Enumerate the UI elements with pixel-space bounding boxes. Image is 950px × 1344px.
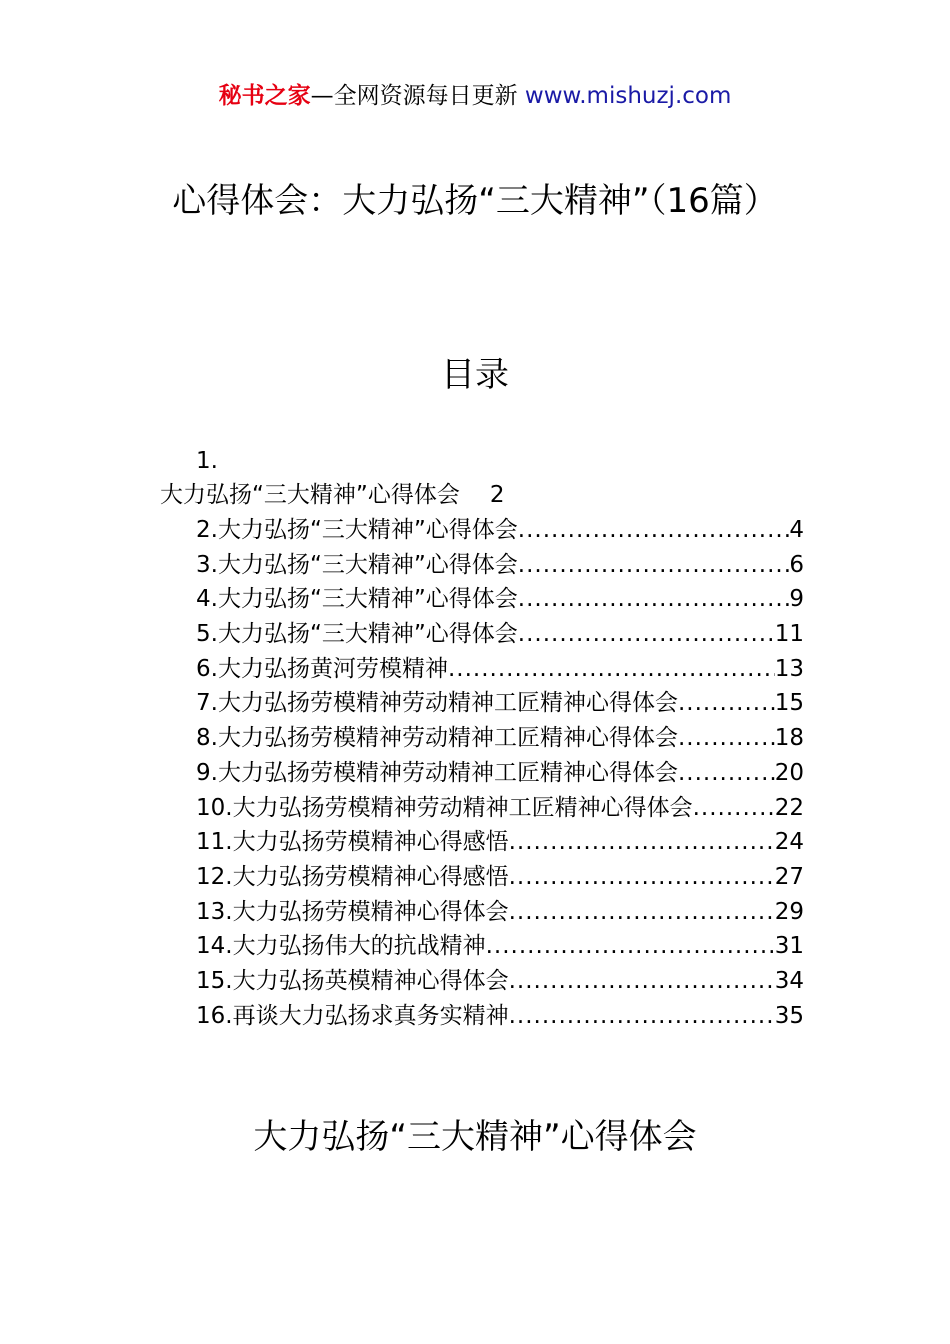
toc-entry-1[interactable]	[160, 480, 504, 510]
toc-entry-label: 9.大力弘扬劳模精神劳动精神工匠精神心得体会	[196, 759, 678, 786]
toc-entry-label: 14.大力弘扬伟大的抗战精神	[196, 933, 486, 960]
toc-entry-page: 18	[774, 725, 804, 752]
toc-entry-label: 15.大力弘扬英模精神心得体会	[196, 967, 509, 994]
toc-dot-leader	[678, 721, 775, 756]
toc-dot-leader	[509, 860, 775, 895]
toc-entry-page: 9	[789, 586, 804, 613]
toc-entry-label: 3.大力弘扬“三大精神”心得体会	[196, 551, 518, 578]
toc-entry-page: 11	[774, 621, 804, 648]
toc-entry-page: 29	[774, 898, 804, 925]
toc-entry-page: 35	[774, 1002, 804, 1029]
toc-entry-2[interactable]	[196, 513, 804, 548]
toc-dot-leader	[518, 617, 775, 652]
toc-entry-page: 2	[489, 482, 505, 508]
toc-dot-leader	[693, 791, 775, 826]
toc-entry-label: 6.大力弘扬黄河劳模精神	[196, 655, 448, 682]
toc-entry-label: 13.大力弘扬劳模精神心得体会	[196, 898, 509, 925]
toc-entry-label: 5.大力弘扬“三大精神”心得体会	[196, 621, 518, 648]
toc-entry-4[interactable]	[196, 582, 804, 617]
toc-dot-leader	[509, 825, 775, 860]
toc-dot-leader	[518, 582, 790, 617]
toc-entry-page: 20	[774, 759, 804, 786]
toc-entry-3[interactable]	[196, 548, 804, 583]
toc-entry-14[interactable]	[196, 929, 804, 964]
toc-entry-page: 13	[774, 655, 804, 682]
toc-entry-label: 2.大力弘扬“三大精神”心得体会	[196, 517, 518, 543]
document-title: 心得体会：大力弘扬“三大精神”（16篇）	[172, 181, 778, 221]
toc-dot-leader	[448, 652, 775, 687]
toc-entry-10[interactable]	[196, 791, 804, 826]
toc-entry-12[interactable]	[196, 860, 804, 895]
toc-entry-page: 34	[774, 967, 804, 994]
toc-entry-page: 31	[774, 933, 804, 960]
toc-entry-page: 15	[774, 690, 804, 717]
toc-entry-label: 大力弘扬“三大精神”心得体会	[160, 482, 460, 508]
site-url-link[interactable]: www.mishuzj.com	[524, 83, 732, 109]
toc-entry-7[interactable]	[196, 686, 804, 721]
toc-entry-5[interactable]	[196, 617, 804, 652]
toc-dot-leader	[518, 513, 790, 548]
toc-entry-label: 11.大力弘扬劳模精神心得感悟	[196, 829, 509, 856]
site-name: 秘书之家	[218, 83, 311, 109]
toc-entry-label: 16.再谈大力弘扬求真务实精神	[196, 1002, 509, 1029]
toc-entry-page: 24	[774, 829, 804, 856]
toc-entry-11[interactable]	[196, 825, 804, 860]
table-of-contents	[196, 513, 804, 1033]
toc-entry-label: 10.大力弘扬劳模精神劳动精神工匠精神心得体会	[196, 794, 693, 821]
toc-dot-leader	[509, 999, 775, 1034]
toc-entry-16[interactable]	[196, 999, 804, 1034]
toc-entry-15[interactable]	[196, 964, 804, 999]
toc-entry-page: 6	[789, 551, 804, 578]
toc-entry-page: 27	[774, 863, 804, 890]
toc-dot-leader	[678, 756, 775, 791]
toc-dot-leader	[486, 929, 775, 964]
toc-dot-leader	[678, 686, 775, 721]
toc-entry-label: 7.大力弘扬劳模精神劳动精神工匠精神心得体会	[196, 690, 678, 717]
toc-entry-page: 4	[789, 517, 804, 543]
toc-dot-leader	[509, 895, 775, 930]
toc-entry-6[interactable]	[196, 652, 804, 687]
toc-dot-leader	[518, 548, 790, 583]
toc-entry-page: 22	[774, 794, 804, 821]
site-slogan: —全网资源每日更新	[310, 83, 525, 109]
toc-heading: 目录	[441, 355, 509, 395]
toc-entry-label: 8.大力弘扬劳模精神劳动精神工匠精神心得体会	[196, 725, 678, 752]
toc-entry-1-number: 1.	[196, 448, 218, 474]
section-title: 大力弘扬“三大精神”心得体会	[253, 1117, 697, 1157]
toc-dot-leader	[509, 964, 775, 999]
toc-entry-label: 12.大力弘扬劳模精神心得感悟	[196, 863, 509, 890]
toc-entry-label: 4.大力弘扬“三大精神”心得体会	[196, 586, 518, 613]
site-header	[0, 80, 950, 112]
toc-entry-9[interactable]	[196, 756, 804, 791]
toc-entry-8[interactable]	[196, 721, 804, 756]
toc-entry-13[interactable]	[196, 895, 804, 930]
